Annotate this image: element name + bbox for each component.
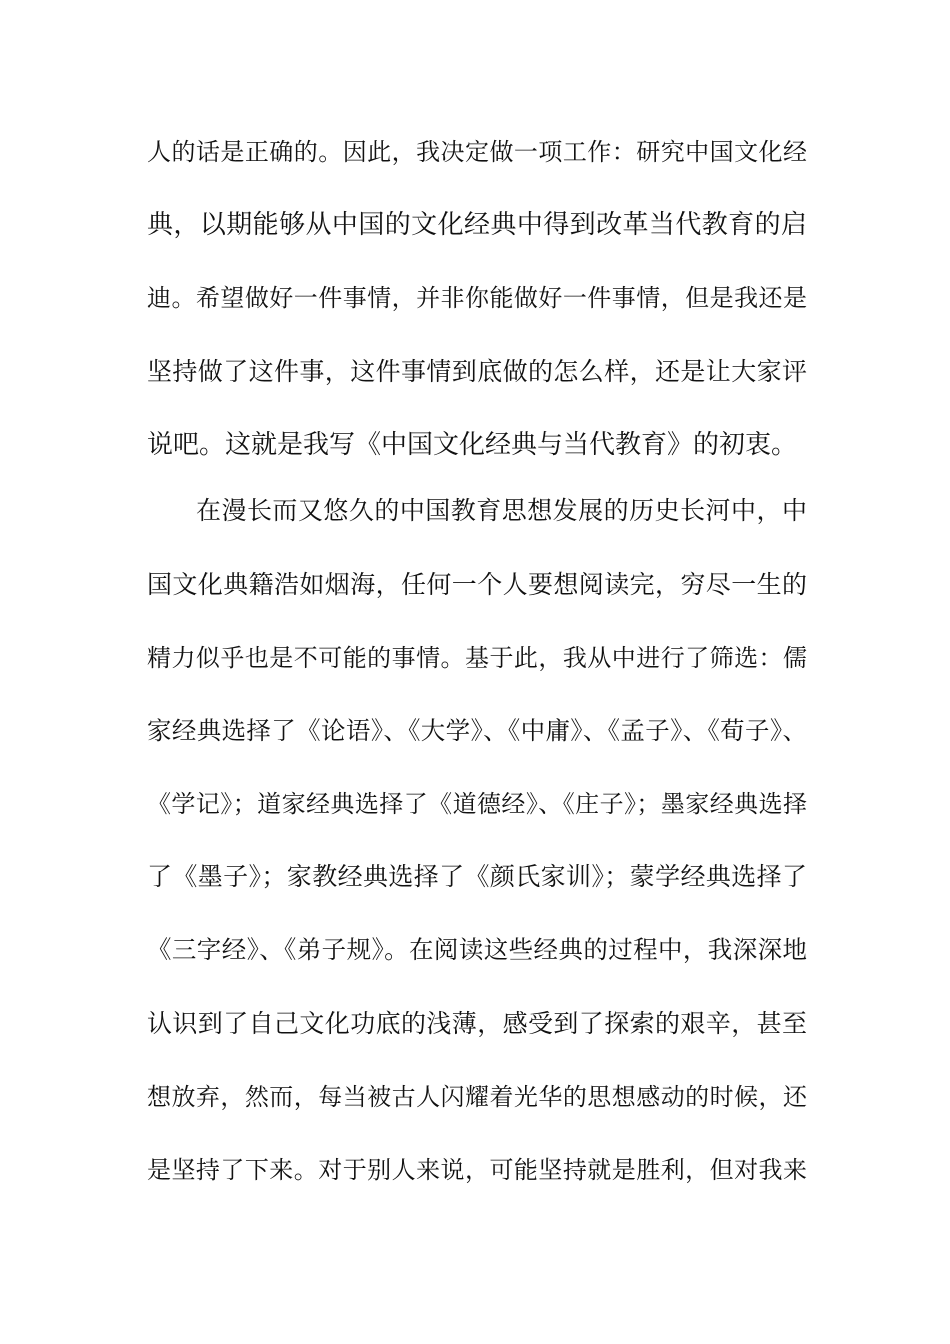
text-line: 认识到了自己文化功底的浅薄，感受到了探索的艰辛，甚至	[147, 1009, 807, 1038]
text-line: 家经典选择了《论语》、《大学》、《中庸》、《孟子》、《荀子》、	[147, 716, 807, 745]
text-line: 典，以期能够从中国的文化经典中得到改革当代教育的启	[147, 210, 807, 240]
text-line: 说吧。这就是我写《中国文化经典与当代教育》的初衷。	[147, 430, 798, 460]
text-line: 精力似乎也是不可能的事情。基于此，我从中进行了筛选：儒	[147, 644, 807, 672]
text-line: 人的话是正确的。因此，我决定做一项工作：研究中国文化经	[147, 138, 807, 166]
text-line: 迪。希望做好一件事情，并非你能做好一件事情，但是我还是	[147, 284, 807, 312]
text-line: 坚持做了这件事，这件事情到底做的怎么样，还是让大家评	[147, 357, 807, 386]
text-line: 国文化典籍浩如烟海，任何一个人要想阅读完，穷尽一生的	[147, 570, 807, 599]
text-line: 想放弃，然而，每当被古人闪耀着光华的思想感动的时候，还	[147, 1083, 807, 1111]
paragraph-first-line: 在漫长而又悠久的中国教育思想发展的历史长河中，中	[196, 496, 807, 525]
text-line: 《三字经》、《弟子规》。在阅读这些经典的过程中，我深深地	[147, 935, 807, 964]
text-line: 《学记》；道家经典选择了《道德经》、《庄子》；墨家经典选择	[147, 790, 807, 818]
text-line: 是坚持了下来。对于别人来说，可能坚持就是胜利，但对我来	[147, 1156, 807, 1184]
text-line: 了《墨子》；家教经典选择了《颜氏家训》；蒙学经典选择了	[147, 862, 807, 891]
